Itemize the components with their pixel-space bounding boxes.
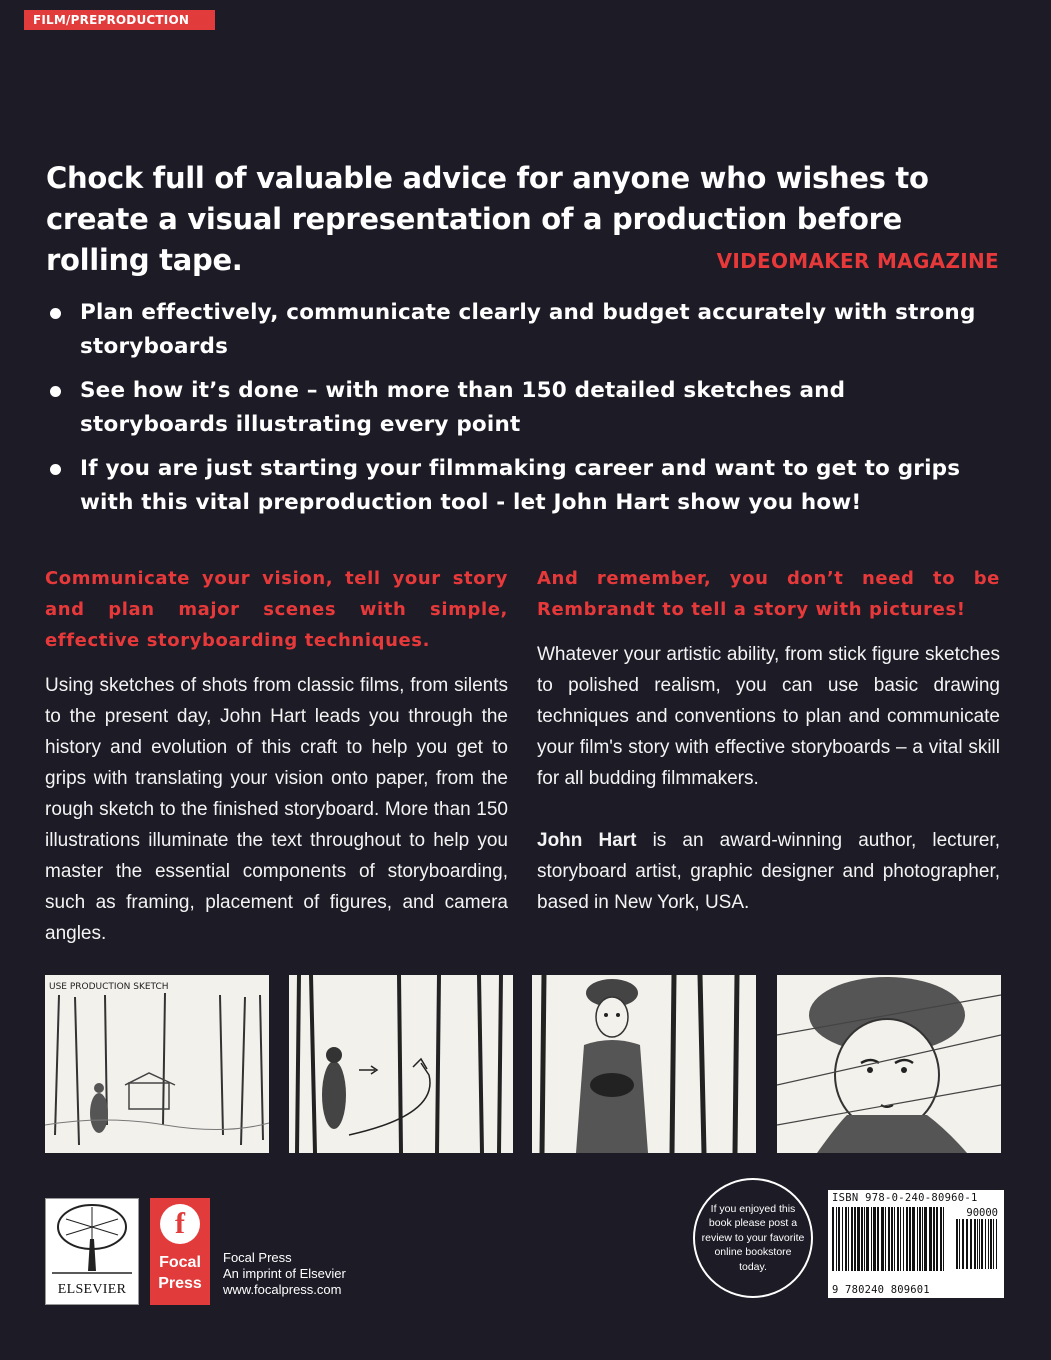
- author-bio-text: is an award-winning author, lecturer, storyboard artist, graphic designer and photographer, based in New York, USA.: [537, 830, 1000, 913]
- elsevier-logo: [45, 1198, 139, 1305]
- sketch-caption: USE PRODUCTION SKETCH: [49, 982, 169, 992]
- barcode: [828, 1190, 1004, 1298]
- storyboard-sketch-2: [289, 975, 513, 1153]
- review-note: [693, 1178, 813, 1298]
- left-column: [45, 563, 508, 949]
- bullet-text: See how it’s done – with more than 150 detailed sketches and storyboards illustrating every point: [80, 378, 846, 437]
- left-column-body: Using sketches of shots from classic films, from silents to the present day, John Hart leads you through the history and evolution of this craft to help you get to grips with translating your vision onto paper, from the rough sketch to the finished storyboard. More than 150 illustrations illuminate the text throughout to help you master the essential components of storyboarding, such as framing, placement of figures, and camera angles.: [45, 675, 508, 944]
- publisher-url: www.focalpress.com: [223, 1282, 342, 1297]
- review-note-text: If you enjoyed this book please post a review to your favorite online bookstore today.: [701, 1202, 805, 1273]
- storyboard-sketch-4: [777, 975, 1001, 1153]
- focal-word-2: Press: [158, 1275, 202, 1292]
- bullet-text: If you are just starting your filmmaking career and want to get to grips with this vital preproduction tool - let John Hart show you how!: [80, 456, 961, 515]
- isbn-label: ISBN 978-0-240-80960-1: [832, 1192, 978, 1204]
- bullet-item: [46, 296, 996, 364]
- storyboard-sketch-1: [45, 975, 269, 1153]
- author-bio: [537, 825, 1000, 918]
- bullet-text: Plan effectively, communicate clearly and budget accurately with strong storyboards: [80, 300, 976, 359]
- price-code: 90000: [966, 1207, 998, 1219]
- storyboard-sketch-3: [532, 975, 756, 1153]
- left-column-heading: Communicate your vision, tell your story and plan major scenes with simple, effective storyboarding techniques.: [45, 568, 508, 651]
- feature-bullets: [46, 296, 996, 530]
- quote-source: VIDEOMAKER MAGAZINE: [716, 249, 999, 273]
- focal-f-icon: f: [160, 1204, 200, 1244]
- elsevier-tree-icon: [46, 1199, 138, 1279]
- right-column-body: Whatever your artistic ability, from stick figure sketches to polished realism, you can use basic drawing techniques and conventions to plan and communicate your film's story with effective storyboards – a vital skill for all budding filmmakers.: [537, 644, 1000, 789]
- right-column: [537, 563, 1000, 918]
- ean-digits: 9 780240 809601: [832, 1284, 930, 1296]
- bullet-dot-icon: [50, 464, 61, 475]
- right-column-heading: And remember, you don’t need to be Rembrandt to tell a story with pictures!: [537, 568, 1000, 620]
- publisher-info: [223, 1250, 346, 1298]
- publisher-imprint: An imprint of Elsevier: [223, 1266, 346, 1281]
- bullet-dot-icon: [50, 386, 61, 397]
- focal-word-1: Focal: [159, 1254, 201, 1271]
- bullet-dot-icon: [50, 308, 61, 319]
- category-tag: FILM/PREPRODUCTION: [24, 10, 215, 30]
- barcode-bars-icon: [832, 1207, 1000, 1279]
- elsevier-label: ELSEVIER: [57, 1282, 127, 1297]
- bullet-item: [46, 374, 996, 442]
- author-name: John Hart: [537, 830, 637, 851]
- publisher-name: Focal Press: [223, 1250, 292, 1265]
- review-quote: Chock full of valuable advice for anyone who wishes to create a visual representation of a production before rolling tape.: [46, 161, 929, 277]
- focal-press-logo: [150, 1198, 210, 1305]
- bullet-item: [46, 452, 996, 520]
